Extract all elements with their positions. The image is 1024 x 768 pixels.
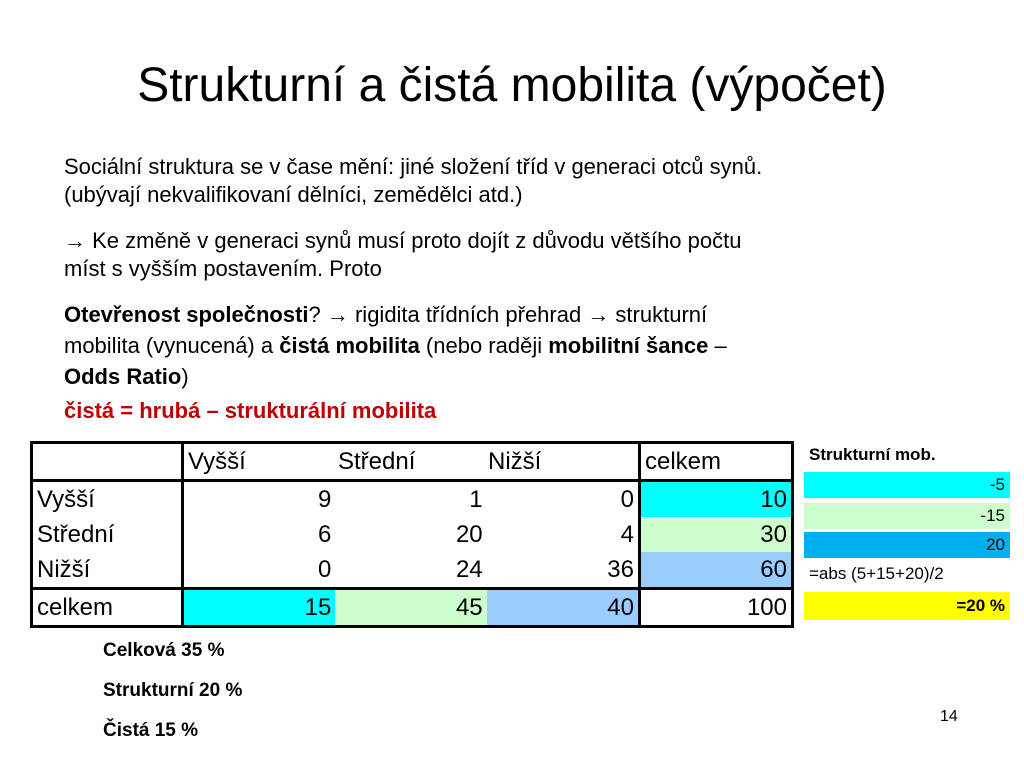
table-cell: 1 xyxy=(469,485,483,513)
odds-ratio-term: Odds Ratio xyxy=(64,364,182,389)
header-col-1: Vyšší xyxy=(188,447,246,475)
header-col-2: Střední xyxy=(338,447,416,475)
paragraph1-line1: Sociální struktura se v čase mění: jiné složení tříd v generaci otců synů. xyxy=(64,154,763,179)
structural-value-3: 20 xyxy=(804,532,1010,558)
table-totals-row xyxy=(32,589,793,627)
table-cell: 0 xyxy=(183,552,336,589)
mobility-chance-term: mobilitní šance xyxy=(548,333,709,358)
header-columns xyxy=(183,443,640,481)
mobility-text: mobilita (vynucená) a xyxy=(64,333,280,358)
row-label: Nižší xyxy=(32,552,183,589)
paragraph-openness xyxy=(64,299,964,392)
openness-term: Otevřenost společnosti xyxy=(64,302,309,327)
table-cell: 6 xyxy=(317,520,332,548)
header-empty-cell xyxy=(32,443,183,481)
pure-mobility-term: čistá mobilita xyxy=(279,333,420,358)
table-cell: 9 xyxy=(317,485,332,513)
column-total-cell: 40 xyxy=(487,589,640,627)
table-cell: 4 xyxy=(620,520,634,548)
row-total-cell: 10 xyxy=(640,481,793,518)
grand-total-cell: 100 xyxy=(640,589,793,627)
slide-title: Strukturní a čistá mobilita (výpočet) xyxy=(137,59,887,112)
column-total-cell: 45 xyxy=(335,589,486,627)
structural-formula: =abs (5+15+20)/2 xyxy=(809,564,944,583)
row-label: Střední xyxy=(32,517,183,552)
closing-paren: ) xyxy=(181,364,189,389)
header-col-3: Nižší xyxy=(488,447,542,475)
row-label: Vyšší xyxy=(32,481,183,518)
openness-text: ? → rigidita třídních přehrad → strukturní xyxy=(308,302,708,327)
paragraph-social-structure xyxy=(64,153,964,209)
column-total-cell: 15 xyxy=(183,589,336,627)
table-cell: 0 xyxy=(620,485,634,513)
structural-value-1: -5 xyxy=(804,472,1010,498)
structural-value-2: -15 xyxy=(804,503,1010,529)
structural-mobility-title: Strukturní mob. xyxy=(809,445,936,464)
table-cell: 36 xyxy=(487,552,640,589)
table-row xyxy=(32,517,793,552)
summary-pure-mobility: Čistá 15 % xyxy=(103,720,199,741)
header-col-total: celkem xyxy=(640,443,793,481)
paragraph2-line2: míst s vyšším postavením. Proto xyxy=(64,256,382,281)
formula-line: čistá = hrubá – strukturální mobilita xyxy=(64,398,437,423)
row-total-cell: 30 xyxy=(640,517,793,552)
paragraph2-line1: → Ke změně v generaci synů musí proto dojít z důvodu většího počtu xyxy=(64,228,742,253)
summary-total-mobility: Celková 35 % xyxy=(103,640,225,661)
table-cell: 20 xyxy=(455,520,483,548)
page-number: 14 xyxy=(940,708,958,725)
table-row xyxy=(32,552,793,589)
summary-structural-mobility: Strukturní 20 % xyxy=(103,680,243,701)
mobility-table xyxy=(30,441,794,628)
table-cell: 24 xyxy=(335,552,486,589)
paragraph-consequence xyxy=(64,227,964,283)
table-header-row xyxy=(32,443,793,481)
structural-result: =20 % xyxy=(804,592,1010,620)
row-total-cell: 60 xyxy=(640,552,793,589)
dash-text: – xyxy=(708,333,727,358)
rather-text: (nebo raději xyxy=(419,333,549,358)
paragraph1-line2: (ubývají nekvalifikovaní dělníci, zemědělci atd.) xyxy=(64,182,523,207)
totals-label: celkem xyxy=(32,589,183,627)
table-row xyxy=(32,481,793,518)
